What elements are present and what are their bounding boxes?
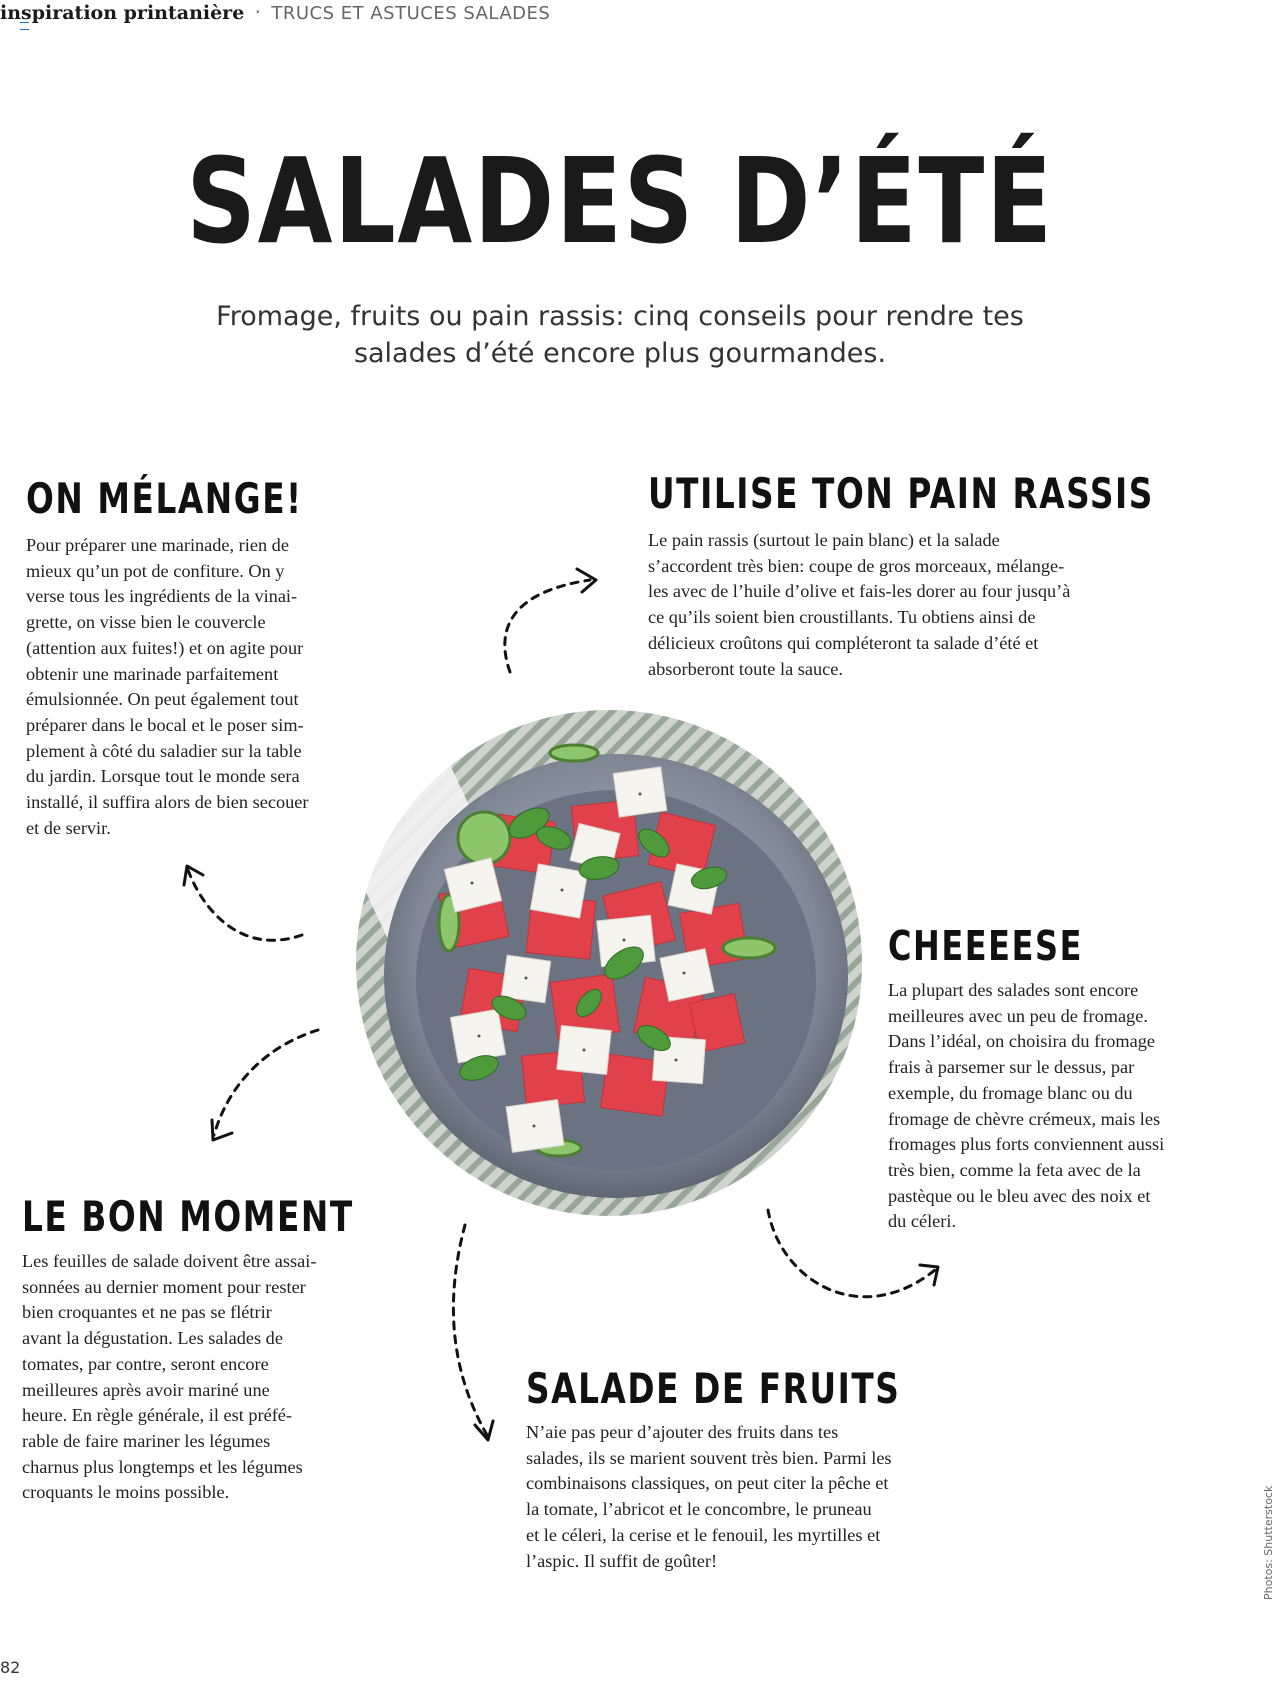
text-line: la tomate, l’abricot et le concombre, le pruneau bbox=[526, 1499, 872, 1520]
text-line: meilleures avec un peu de fromage. bbox=[888, 1005, 1148, 1026]
page-title: SALADES D’ÉTÉ bbox=[186, 132, 1054, 270]
text-cheese bbox=[888, 978, 1164, 1235]
text-line: Les feuilles de salade doivent être assai- bbox=[22, 1251, 317, 1271]
text-line: du jardin. Lorsque tout le monde sera bbox=[26, 766, 300, 787]
text-line: émulsionnée. On peut également tout bbox=[26, 689, 299, 710]
text-line: avant la dégustation. Les salades de bbox=[22, 1328, 283, 1349]
text-line: l’aspic. Il suffit de goûter! bbox=[526, 1550, 718, 1571]
text-line: obtenir une marinade parfaitement bbox=[26, 663, 279, 684]
text-line: fromage de chèvre crémeux, mais les bbox=[888, 1108, 1161, 1129]
subtitle-line: Fromage, fruits ou pain rassis: cinq conseils pour rendre tes bbox=[216, 301, 1024, 332]
heading-pain-rassis: UTILISE TON PAIN RASSIS bbox=[648, 469, 1154, 518]
text-line: grette, on visse bien le couvercle bbox=[26, 612, 266, 633]
heading-cheese: CHEEEESE bbox=[888, 922, 1083, 970]
arrow-to-melange-icon bbox=[188, 870, 302, 940]
text-line: et le céleri, la cerise et le fenouil, les myrtilles et bbox=[526, 1524, 881, 1545]
text-line: absorberont toute la sauce. bbox=[648, 658, 843, 679]
heading-salade-fruits: SALADE DE FRUITS bbox=[526, 1364, 901, 1413]
arrow-to-fruits-icon bbox=[453, 1225, 487, 1435]
arrowhead-icon bbox=[212, 1120, 232, 1140]
text-line: préparer dans le bocal et le poser sim- bbox=[26, 714, 304, 735]
photo-credit: Photos: Shutterstock bbox=[1262, 1485, 1275, 1600]
text-line: Pour préparer une marinade, rien de bbox=[26, 535, 289, 555]
page-number: 82 bbox=[0, 1658, 21, 1677]
menu-icon[interactable] bbox=[20, 22, 29, 30]
running-header bbox=[0, 0, 550, 24]
text-line: ce qu’ils soient bien croustillants. Tu obtiens ainsi de bbox=[648, 607, 1036, 628]
header-separator: · bbox=[254, 0, 262, 24]
text-line: mieux qu’un pot de confiture. On y bbox=[26, 560, 285, 581]
section-name: inspiration printanière bbox=[0, 2, 245, 24]
text-line: combinaisons classiques, on peut citer la pêche et bbox=[526, 1473, 889, 1494]
text-line: fromages plus forts conviennent aussi bbox=[888, 1134, 1165, 1155]
text-pain-rassis bbox=[648, 528, 1070, 682]
arrow-to-bon-moment-icon bbox=[214, 1030, 318, 1135]
text-line: exemple, du fromage blanc ou du bbox=[888, 1082, 1133, 1103]
text-line: du céleri. bbox=[888, 1211, 957, 1232]
page-subtitle bbox=[180, 298, 1060, 372]
text-line: La plupart des salades sont encore bbox=[888, 980, 1139, 1000]
text-line: rable de faire mariner les légumes bbox=[22, 1430, 271, 1451]
salad-bowl-photo bbox=[354, 708, 864, 1218]
text-line: heure. En règle générale, il est préfé- bbox=[22, 1405, 293, 1426]
text-line: plement à côté du saladier sur la table bbox=[26, 740, 302, 761]
text-line: Le pain rassis (surtout le pain blanc) et la salade bbox=[648, 530, 1000, 550]
text-line: sonnées au dernier moment pour rester bbox=[22, 1276, 306, 1297]
text-line: (attention aux fuites!) et on agite pour bbox=[26, 637, 304, 658]
arrow-to-pain-icon bbox=[505, 580, 590, 672]
arrowhead-icon bbox=[184, 866, 203, 885]
text-line: les avec de l’huile d’olive et fais-les dorer au four jusqu’à bbox=[648, 581, 1071, 602]
text-bon-moment bbox=[22, 1249, 316, 1506]
subtitle-line: salades d’été encore plus gourmandes. bbox=[353, 338, 887, 369]
subsection-name: TRUCS ET ASTUCES SALADES bbox=[271, 3, 551, 24]
text-line: installé, il suffira alors de bien secouer bbox=[26, 792, 309, 813]
text-salade-fruits bbox=[526, 1420, 892, 1574]
text-line: bien croquantes et ne pas se flétrir bbox=[22, 1302, 272, 1323]
text-line: tomates, par contre, seront encore bbox=[22, 1353, 269, 1374]
arrowhead-icon bbox=[920, 1265, 938, 1285]
text-line: délicieux croûtons qui compléteront ta salade d’été et bbox=[648, 632, 1039, 653]
arrowhead-icon bbox=[577, 569, 596, 592]
text-line: et de servir. bbox=[26, 817, 111, 838]
text-line: s’accordent très bien: coupe de gros morceaux, mélange- bbox=[648, 555, 1065, 576]
heading-on-melange: ON MÉLANGE! bbox=[26, 474, 303, 523]
salad-bowl-illustration bbox=[354, 708, 864, 1218]
text-line: croquants le moins possible. bbox=[22, 1482, 230, 1503]
arrowhead-icon bbox=[475, 1421, 493, 1440]
text-line: frais à parsemer sur le dessus, par bbox=[888, 1057, 1135, 1078]
text-line: N’aie pas peur d’ajouter des fruits dans tes bbox=[526, 1422, 839, 1442]
text-line: verse tous les ingrédients de la vinai- bbox=[26, 586, 298, 607]
heading-bon-moment: LE BON MOMENT bbox=[22, 1192, 354, 1241]
text-on-melange bbox=[26, 533, 308, 841]
text-line: charnus plus longtemps et les légumes bbox=[22, 1456, 303, 1477]
text-line: très bien, comme la feta avec de la bbox=[888, 1159, 1141, 1180]
text-line: pastèque ou le bleu avec des noix et bbox=[888, 1185, 1151, 1206]
text-line: salades, ils se marient souvent très bien. Parmi les bbox=[526, 1447, 892, 1468]
text-line: meilleures après avoir mariné une bbox=[22, 1379, 270, 1400]
text-line: Dans l’idéal, on choisira du fromage bbox=[888, 1031, 1156, 1052]
